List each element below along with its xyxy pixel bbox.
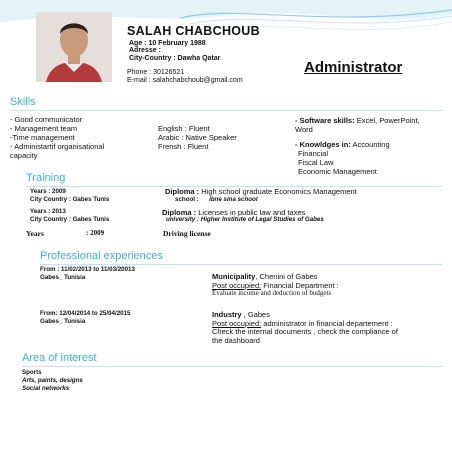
- languages-list: [158, 124, 237, 151]
- knowledge-value: Accounting: [350, 140, 390, 149]
- experience-heading: Professional experiences: [40, 250, 163, 262]
- list-item: capacity: [10, 151, 38, 160]
- software-value-2: Word: [295, 125, 313, 134]
- phone-line: Phone : 30126521: [127, 69, 185, 76]
- training-school-1: school : ibne sina school: [175, 196, 258, 203]
- interests-list: [22, 369, 83, 393]
- software-skills: [295, 116, 445, 134]
- knowledge-skills: [295, 140, 445, 176]
- training-diploma-1: Diploma : High school graduate Economics Management: [165, 187, 357, 196]
- driving-license: Driving license: [163, 229, 211, 238]
- list-item: Frensh : Fluent: [158, 142, 209, 151]
- list-item: - Management team: [10, 124, 78, 133]
- experience-post-1: Post occupied: Financial Department :: [212, 281, 339, 290]
- list-item: - Administartif organisational: [10, 142, 105, 151]
- role-title: Administrator: [304, 59, 403, 76]
- profile-photo: [36, 12, 112, 82]
- training-diploma-2: Diploma : Licenses in public law and taxes: [162, 208, 306, 217]
- list-item: - Good communicator: [10, 115, 83, 124]
- candidate-name: SALAH CHABCHOUB: [127, 24, 260, 38]
- city-country-line: City-Country : Dawha Qatar: [129, 55, 221, 62]
- list-item: Sports: [22, 369, 42, 376]
- list-item: -Time management: [10, 133, 75, 142]
- email-line: E-mail : salahchabchoub@gmail.com: [127, 77, 243, 84]
- list-item: Arts, paints, designs: [22, 377, 83, 384]
- list-item: Economic Management: [298, 167, 377, 176]
- training-city-1: City Country : Gabes Tunis: [30, 196, 110, 203]
- knowledge-label: - Knowldges in:: [295, 140, 351, 149]
- experience-dates-1: From : 11/02/2013 to 11/03/20013: [40, 266, 135, 273]
- software-value: Excel, PowerPoint,: [354, 116, 420, 125]
- experience-desc-1: Evaluate income and deduction of budgets: [212, 289, 332, 297]
- training-heading: Training: [26, 172, 66, 184]
- list-item: Financial: [298, 149, 329, 158]
- training-university-2: university : Higher Institute of Legal Studies of Gabes: [166, 216, 324, 223]
- experience-org-2: Industry , Gabes: [212, 310, 270, 319]
- experience-divider: [40, 264, 442, 265]
- list-item: Fiscal Law: [298, 158, 334, 167]
- age-line: Age : 10 February 1988: [129, 40, 206, 47]
- skills-soft-list: [10, 115, 160, 160]
- experience-desc-2: Check the internal documents , check the compliance of the dashboard: [212, 327, 398, 345]
- experience-org-1: Municipality, Chenini of Gabes: [212, 272, 318, 281]
- interests-divider: [22, 366, 442, 367]
- list-item: English : Fluent: [158, 124, 210, 133]
- training-city-2: City Country : Gabes Tunis: [30, 216, 110, 223]
- software-label: - Software skills:: [295, 116, 355, 125]
- experience-place-2: Gabes_ Tunisia: [40, 318, 86, 325]
- skills-heading: Skills: [10, 96, 36, 108]
- experience-dates-2: From: 12/04/2014 to 25/04/2015: [40, 310, 131, 317]
- driving-year-value: : 2009: [86, 229, 105, 237]
- list-item: Social networks: [22, 385, 70, 392]
- training-years-1: Years : 2009: [30, 188, 66, 195]
- experience-place-1: Gabes_ Tunisia: [40, 274, 86, 281]
- skills-divider: [10, 110, 442, 111]
- experience-post-2: Post occupied: administrator in financial departement :: [212, 319, 393, 328]
- driving-years-label: Years: [26, 229, 44, 238]
- list-item: Arabic : Native Speaker: [158, 133, 237, 142]
- interests-heading: Area of interest: [22, 352, 97, 364]
- address-line: Adresse :: [129, 47, 161, 54]
- training-years-2: Years : 2013: [30, 208, 66, 215]
